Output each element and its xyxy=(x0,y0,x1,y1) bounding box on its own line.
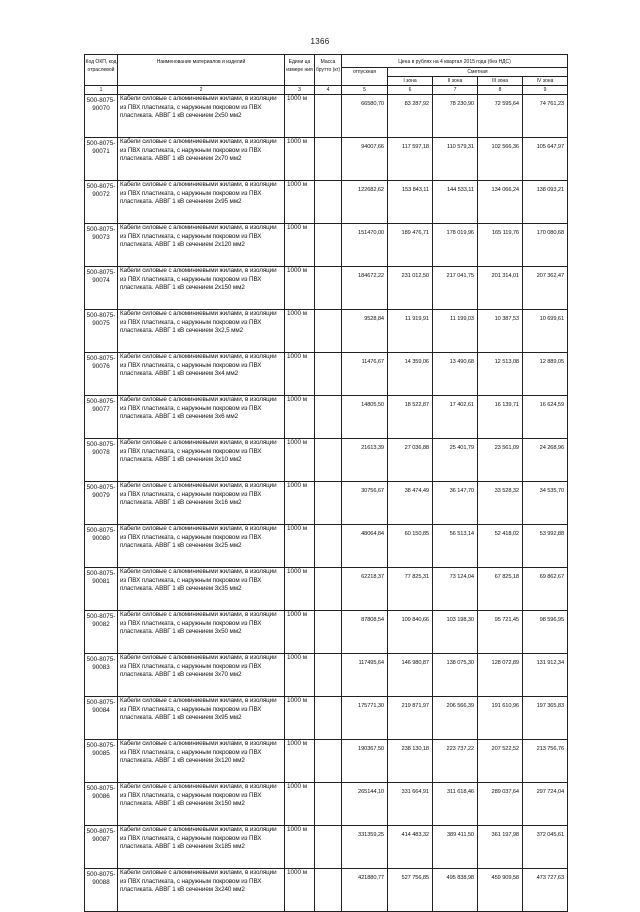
zone-4-price: 213 756,76 xyxy=(523,740,568,783)
zone-2-price: 495 838,98 xyxy=(433,869,478,912)
header-zone-3: III зона xyxy=(478,77,523,86)
release-price: 66580,70 xyxy=(342,95,388,138)
product-name: Кабели силовые с алюминиевыми жилами, в изоляции из ПВХ пластиката, с наружным покровом из ПВХ пластиката. АВВГ 1 кВ сечением 3х4 мм2 xyxy=(118,353,285,396)
unit-of-measure: 1000 м xyxy=(285,310,315,353)
header-zone-1: I зона xyxy=(388,77,433,86)
zone-4-price: 98 596,95 xyxy=(523,611,568,654)
zone-3-price: 201 314,01 xyxy=(478,267,523,310)
zone-4-price: 473 727,63 xyxy=(523,869,568,912)
header-zone-2: II зона xyxy=(433,77,478,86)
product-code: 500-8075-90075 xyxy=(85,310,118,353)
zone-3-price: 95 721,45 xyxy=(478,611,523,654)
zone-2-price: 223 737,22 xyxy=(433,740,478,783)
unit-of-measure: 1000 м xyxy=(285,826,315,869)
header-zone-4: IV зона xyxy=(523,77,568,86)
zone-3-price: 12 513,08 xyxy=(478,353,523,396)
table-row xyxy=(85,611,568,654)
gross-mass xyxy=(315,826,342,869)
product-name: Кабели силовые с алюминиевыми жилами, в изоляции из ПВХ пластиката, с наружным покровом из ПВХ пластиката. АВВГ 1 кВ сечением 2х95 мм2 xyxy=(118,181,285,224)
zone-2-price: 311 618,46 xyxy=(433,783,478,826)
gross-mass xyxy=(315,654,342,697)
unit-of-measure: 1000 м xyxy=(285,95,315,138)
table-row xyxy=(85,525,568,568)
product-name: Кабели силовые с алюминиевыми жилами, в изоляции из ПВХ пластиката, с наружным покровом из ПВХ пластиката. АВВГ 1 кВ сечением 3х6 мм2 xyxy=(118,396,285,439)
gross-mass xyxy=(315,396,342,439)
product-code: 500-8075-90080 xyxy=(85,525,118,568)
zone-1-price: 18 522,87 xyxy=(388,396,433,439)
zone-3-price: 33 528,32 xyxy=(478,482,523,525)
unit-of-measure: 1000 м xyxy=(285,783,315,826)
product-code: 500-8075-90079 xyxy=(85,482,118,525)
product-name: Кабели силовые с алюминиевыми жилами, в изоляции из ПВХ пластиката, с наружным покровом из ПВХ пластиката. АВВГ 1 кВ сечением 3х150 мм2 xyxy=(118,783,285,826)
header-price-group: Цена в рублях на 4 квартал 2015 года (без НДС) xyxy=(342,55,568,68)
table-row xyxy=(85,267,568,310)
product-code: 500-8075-90084 xyxy=(85,697,118,740)
zone-4-price: 69 862,67 xyxy=(523,568,568,611)
column-number: 2 xyxy=(118,86,285,95)
zone-4-price: 170 080,68 xyxy=(523,224,568,267)
zone-3-price: 128 072,89 xyxy=(478,654,523,697)
release-price: 184672,22 xyxy=(342,267,388,310)
release-price: 21613,39 xyxy=(342,439,388,482)
zone-4-price: 131 912,34 xyxy=(523,654,568,697)
zone-1-price: 146 980,87 xyxy=(388,654,433,697)
zone-2-price: 217 041,75 xyxy=(433,267,478,310)
gross-mass xyxy=(315,525,342,568)
zone-1-price: 14 359,06 xyxy=(388,353,433,396)
zone-4-price: 53 992,88 xyxy=(523,525,568,568)
column-number: 1 xyxy=(85,86,118,95)
header-mass: Масса брутто (кг) xyxy=(315,55,342,86)
zone-1-price: 331 664,91 xyxy=(388,783,433,826)
zone-4-price: 207 362,47 xyxy=(523,267,568,310)
zone-3-price: 72 595,64 xyxy=(478,95,523,138)
zone-1-price: 77 825,31 xyxy=(388,568,433,611)
gross-mass xyxy=(315,138,342,181)
release-price: 30756,67 xyxy=(342,482,388,525)
zone-2-price: 17 402,61 xyxy=(433,396,478,439)
zone-4-price: 197 365,83 xyxy=(523,697,568,740)
product-code: 500-8075-90076 xyxy=(85,353,118,396)
zone-3-price: 10 387,53 xyxy=(478,310,523,353)
zone-3-price: 459 909,58 xyxy=(478,869,523,912)
page-number: 1366 xyxy=(310,37,330,46)
zone-2-price: 144 533,11 xyxy=(433,181,478,224)
zone-1-price: 527 756,85 xyxy=(388,869,433,912)
product-code: 500-8075-90083 xyxy=(85,654,118,697)
zone-1-price: 219 871,97 xyxy=(388,697,433,740)
zone-1-price: 153 843,11 xyxy=(388,181,433,224)
zone-2-price: 36 147,70 xyxy=(433,482,478,525)
product-name: Кабели силовые с алюминиевыми жилами, в изоляции из ПВХ пластиката, с наружным покровом из ПВХ пластиката. АВВГ 1 кВ сечением 3х35 мм2 xyxy=(118,568,285,611)
zone-2-price: 11 199,03 xyxy=(433,310,478,353)
gross-mass xyxy=(315,568,342,611)
table-row xyxy=(85,310,568,353)
unit-of-measure: 1000 м xyxy=(285,224,315,267)
unit-of-measure: 1000 м xyxy=(285,740,315,783)
zone-1-price: 238 130,18 xyxy=(388,740,433,783)
column-number: 4 xyxy=(315,86,342,95)
price-table xyxy=(84,54,568,912)
table-row xyxy=(85,783,568,826)
gross-mass xyxy=(315,353,342,396)
table-row xyxy=(85,697,568,740)
unit-of-measure: 1000 м xyxy=(285,267,315,310)
zone-2-price: 56 513,14 xyxy=(433,525,478,568)
product-name: Кабели силовые с алюминиевыми жилами, в изоляции из ПВХ пластиката, с наружным покровом из ПВХ пластиката. АВВГ 1 кВ сечением 3х240 мм2 xyxy=(118,869,285,912)
unit-of-measure: 1000 м xyxy=(285,525,315,568)
product-code: 500-8075-90074 xyxy=(85,267,118,310)
gross-mass xyxy=(315,740,342,783)
zone-4-price: 105 647,97 xyxy=(523,138,568,181)
header-release: отпускная xyxy=(342,68,388,86)
table-row xyxy=(85,439,568,482)
release-price: 14805,50 xyxy=(342,396,388,439)
table-row xyxy=(85,826,568,869)
gross-mass xyxy=(315,95,342,138)
product-name: Кабели силовые с алюминиевыми жилами, в изоляции из ПВХ пластиката, с наружным покровом из ПВХ пластиката. АВВГ 1 кВ сечением 3х16 мм2 xyxy=(118,482,285,525)
release-price: 48064,84 xyxy=(342,525,388,568)
unit-of-measure: 1000 м xyxy=(285,568,315,611)
gross-mass xyxy=(315,783,342,826)
table-row xyxy=(85,654,568,697)
product-code: 500-8075-90077 xyxy=(85,396,118,439)
product-code: 500-8075-90088 xyxy=(85,869,118,912)
header-code: Код ОКП, код отраслевой xyxy=(85,55,118,86)
zone-1-price: 38 474,49 xyxy=(388,482,433,525)
zone-4-price: 372 045,61 xyxy=(523,826,568,869)
zone-2-price: 78 230,90 xyxy=(433,95,478,138)
unit-of-measure: 1000 м xyxy=(285,396,315,439)
product-code: 500-8075-90073 xyxy=(85,224,118,267)
release-price: 62218,37 xyxy=(342,568,388,611)
release-price: 265144,10 xyxy=(342,783,388,826)
zone-2-price: 103 198,30 xyxy=(433,611,478,654)
zone-1-price: 109 840,66 xyxy=(388,611,433,654)
release-price: 87808,54 xyxy=(342,611,388,654)
unit-of-measure: 1000 м xyxy=(285,181,315,224)
product-name: Кабели силовые с алюминиевыми жилами, в изоляции из ПВХ пластиката, с наружным покровом из ПВХ пластиката. АВВГ 1 кВ сечением 3х70 мм2 xyxy=(118,654,285,697)
zone-3-price: 67 825,18 xyxy=(478,568,523,611)
zone-2-price: 13 490,68 xyxy=(433,353,478,396)
unit-of-measure: 1000 м xyxy=(285,439,315,482)
zone-3-price: 52 418,02 xyxy=(478,525,523,568)
release-price: 421880,77 xyxy=(342,869,388,912)
zone-3-price: 102 566,36 xyxy=(478,138,523,181)
release-price: 11476,67 xyxy=(342,353,388,396)
zone-4-price: 138 093,21 xyxy=(523,181,568,224)
zone-2-price: 206 566,39 xyxy=(433,697,478,740)
zone-3-price: 134 066,24 xyxy=(478,181,523,224)
zone-4-price: 297 724,04 xyxy=(523,783,568,826)
table-row xyxy=(85,568,568,611)
release-price: 9528,84 xyxy=(342,310,388,353)
gross-mass xyxy=(315,611,342,654)
product-name: Кабели силовые с алюминиевыми жилами, в изоляции из ПВХ пластиката, с наружным покровом из ПВХ пластиката. АВВГ 1 кВ сечением 2х120 мм2 xyxy=(118,224,285,267)
zone-4-price: 34 535,70 xyxy=(523,482,568,525)
zone-3-price: 165 119,76 xyxy=(478,224,523,267)
release-price: 122682,62 xyxy=(342,181,388,224)
gross-mass xyxy=(315,482,342,525)
product-code: 500-8075-90082 xyxy=(85,611,118,654)
table-row xyxy=(85,482,568,525)
product-name: Кабели силовые с алюминиевыми жилами, в изоляции из ПВХ пластиката, с наружным покровом из ПВХ пластиката. АВВГ 1 кВ сечением 3х10 мм2 xyxy=(118,439,285,482)
header-name: Наименование материалов и изделий xyxy=(118,55,285,86)
unit-of-measure: 1000 м xyxy=(285,611,315,654)
product-code: 500-8075-90081 xyxy=(85,568,118,611)
product-name: Кабели силовые с алюминиевыми жилами, в изоляции из ПВХ пластиката, с наружным покровом из ПВХ пластиката. АВВГ 1 кВ сечением 2х70 мм2 xyxy=(118,138,285,181)
column-number: 9 xyxy=(523,86,568,95)
zone-1-price: 27 036,88 xyxy=(388,439,433,482)
zone-3-price: 289 037,64 xyxy=(478,783,523,826)
release-price: 151470,00 xyxy=(342,224,388,267)
product-code: 500-8075-90078 xyxy=(85,439,118,482)
zone-4-price: 12 889,05 xyxy=(523,353,568,396)
unit-of-measure: 1000 м xyxy=(285,869,315,912)
product-name: Кабели силовые с алюминиевыми жилами, в изоляции из ПВХ пластиката, с наружным покровом из ПВХ пластиката. АВВГ 1 кВ сечением 3х2,5 мм2 xyxy=(118,310,285,353)
unit-of-measure: 1000 м xyxy=(285,654,315,697)
gross-mass xyxy=(315,869,342,912)
column-number: 6 xyxy=(388,86,433,95)
table-row xyxy=(85,740,568,783)
zone-3-price: 361 197,98 xyxy=(478,826,523,869)
release-price: 175771,30 xyxy=(342,697,388,740)
product-code: 500-8075-90087 xyxy=(85,826,118,869)
zone-1-price: 11 919,91 xyxy=(388,310,433,353)
product-name: Кабели силовые с алюминиевыми жилами, в изоляции из ПВХ пластиката, с наружным покровом из ПВХ пластиката. АВВГ 1 кВ сечением 3х185 мм2 xyxy=(118,826,285,869)
zone-1-price: 231 012,50 xyxy=(388,267,433,310)
zone-1-price: 60 150,85 xyxy=(388,525,433,568)
header-estimate: Сметная xyxy=(388,68,568,77)
zone-2-price: 73 124,04 xyxy=(433,568,478,611)
gross-mass xyxy=(315,697,342,740)
column-number: 7 xyxy=(433,86,478,95)
zone-1-price: 83 287,92 xyxy=(388,95,433,138)
release-price: 331359,25 xyxy=(342,826,388,869)
unit-of-measure: 1000 м xyxy=(285,482,315,525)
table-row xyxy=(85,869,568,912)
zone-2-price: 389 411,50 xyxy=(433,826,478,869)
table-row xyxy=(85,396,568,439)
column-number: 5 xyxy=(342,86,388,95)
gross-mass xyxy=(315,267,342,310)
zone-3-price: 207 522,52 xyxy=(478,740,523,783)
zone-4-price: 74 761,23 xyxy=(523,95,568,138)
column-number: 8 xyxy=(478,86,523,95)
zone-2-price: 25 401,79 xyxy=(433,439,478,482)
product-code: 500-8075-90072 xyxy=(85,181,118,224)
header-unit: Едини ца измере ния xyxy=(285,55,315,86)
zone-2-price: 178 019,96 xyxy=(433,224,478,267)
product-name: Кабели силовые с алюминиевыми жилами, в изоляции из ПВХ пластиката, с наружным покровом из ПВХ пластиката. АВВГ 1 кВ сечением 3х50 мм2 xyxy=(118,611,285,654)
release-price: 94007,66 xyxy=(342,138,388,181)
zone-1-price: 414 483,32 xyxy=(388,826,433,869)
product-name: Кабели силовые с алюминиевыми жилами, в изоляции из ПВХ пластиката, с наружным покровом из ПВХ пластиката. АВВГ 1 кВ сечением 3х95 мм2 xyxy=(118,697,285,740)
gross-mass xyxy=(315,439,342,482)
zone-1-price: 117 597,18 xyxy=(388,138,433,181)
unit-of-measure: 1000 м xyxy=(285,353,315,396)
table-row xyxy=(85,181,568,224)
unit-of-measure: 1000 м xyxy=(285,138,315,181)
product-code: 500-8075-90071 xyxy=(85,138,118,181)
product-code: 500-8075-90070 xyxy=(85,95,118,138)
gross-mass xyxy=(315,310,342,353)
product-name: Кабели силовые с алюминиевыми жилами, в изоляции из ПВХ пластиката, с наружным покровом из ПВХ пластиката. АВВГ 1 кВ сечением 3х120 мм2 xyxy=(118,740,285,783)
gross-mass xyxy=(315,224,342,267)
zone-2-price: 110 579,31 xyxy=(433,138,478,181)
table-row xyxy=(85,353,568,396)
product-code: 500-8075-90086 xyxy=(85,783,118,826)
table-row xyxy=(85,224,568,267)
product-name: Кабели силовые с алюминиевыми жилами, в изоляции из ПВХ пластиката, с наружным покровом из ПВХ пластиката. АВВГ 1 кВ сечением 2х50 мм2 xyxy=(118,95,285,138)
zone-3-price: 191 610,96 xyxy=(478,697,523,740)
table-row xyxy=(85,95,568,138)
release-price: 190367,50 xyxy=(342,740,388,783)
product-code: 500-8075-90085 xyxy=(85,740,118,783)
zone-2-price: 138 075,30 xyxy=(433,654,478,697)
column-number: 3 xyxy=(285,86,315,95)
unit-of-measure: 1000 м xyxy=(285,697,315,740)
gross-mass xyxy=(315,181,342,224)
zone-4-price: 10 699,61 xyxy=(523,310,568,353)
product-name: Кабели силовые с алюминиевыми жилами, в изоляции из ПВХ пластиката, с наружным покровом из ПВХ пластиката. АВВГ 1 кВ сечением 3х25 мм2 xyxy=(118,525,285,568)
zone-3-price: 16 139,71 xyxy=(478,396,523,439)
zone-4-price: 24 268,96 xyxy=(523,439,568,482)
product-name: Кабели силовые с алюминиевыми жилами, в изоляции из ПВХ пластиката, с наружным покровом из ПВХ пластиката. АВВГ 1 кВ сечением 2х150 мм2 xyxy=(118,267,285,310)
release-price: 117495,64 xyxy=(342,654,388,697)
zone-3-price: 23 561,09 xyxy=(478,439,523,482)
table-row xyxy=(85,138,568,181)
zone-4-price: 16 624,59 xyxy=(523,396,568,439)
zone-1-price: 189 476,71 xyxy=(388,224,433,267)
